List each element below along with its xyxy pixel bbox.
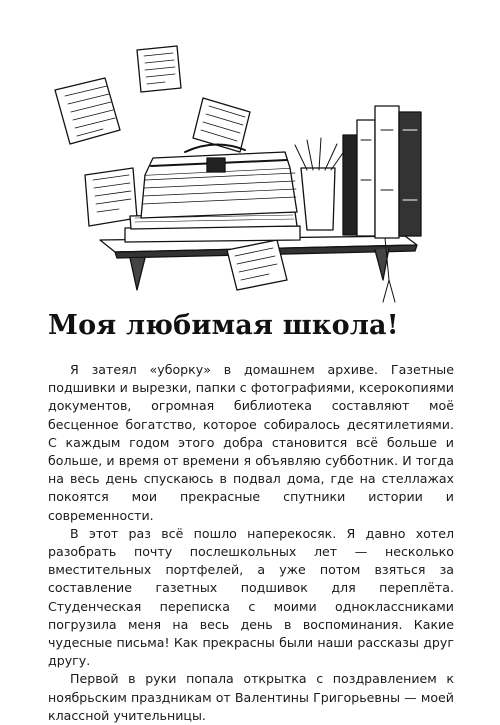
paragraph: Первой в руки попала открытка с поздравлением к ноябрьским праздникам от Валентины Григорьевны — моей классной учительницы. (48, 671, 454, 723)
briefcase-icon (141, 144, 297, 218)
article-body (48, 361, 454, 725)
books-icon (343, 106, 421, 238)
bookshelf-illustration (45, 40, 460, 305)
paragraph: В этот раз всё пошло наперекосяк. Я давно хотел разобрать почту послешкольных лет — несколько вместительных портфелей, а уже потом взяться за составление газетных подшивок для переплёта. Студенческая переписка с моими одноклассниками погрузила меня на весь день в воспоминания. Какие чудесные письма! Как прекрасны были наши рассказы друг другу. (48, 525, 454, 669)
paper-sheet-icon (55, 78, 120, 144)
paragraph: Я затеял «уборку» в домашнем архиве. Газетные подшивки и вырезки, папки с фотографиями, ксерокопиями документов, огромная библиотека составляют моё бесценное богатство, которое собиралось десятилетиями. С каждым годом этого добра становится всё больше и больше, и время от времени я объявляю субботник. И тогда на весь день спускаюсь в подвал дома, где на стеллажах покоятся мои прекрасные спутники истории и современности. (48, 362, 454, 523)
page-title: Моя любимая школа! (48, 310, 399, 341)
paper-sheet-icon (85, 168, 137, 226)
pencils-icon (295, 138, 345, 230)
paper-sheet-icon (137, 46, 181, 92)
